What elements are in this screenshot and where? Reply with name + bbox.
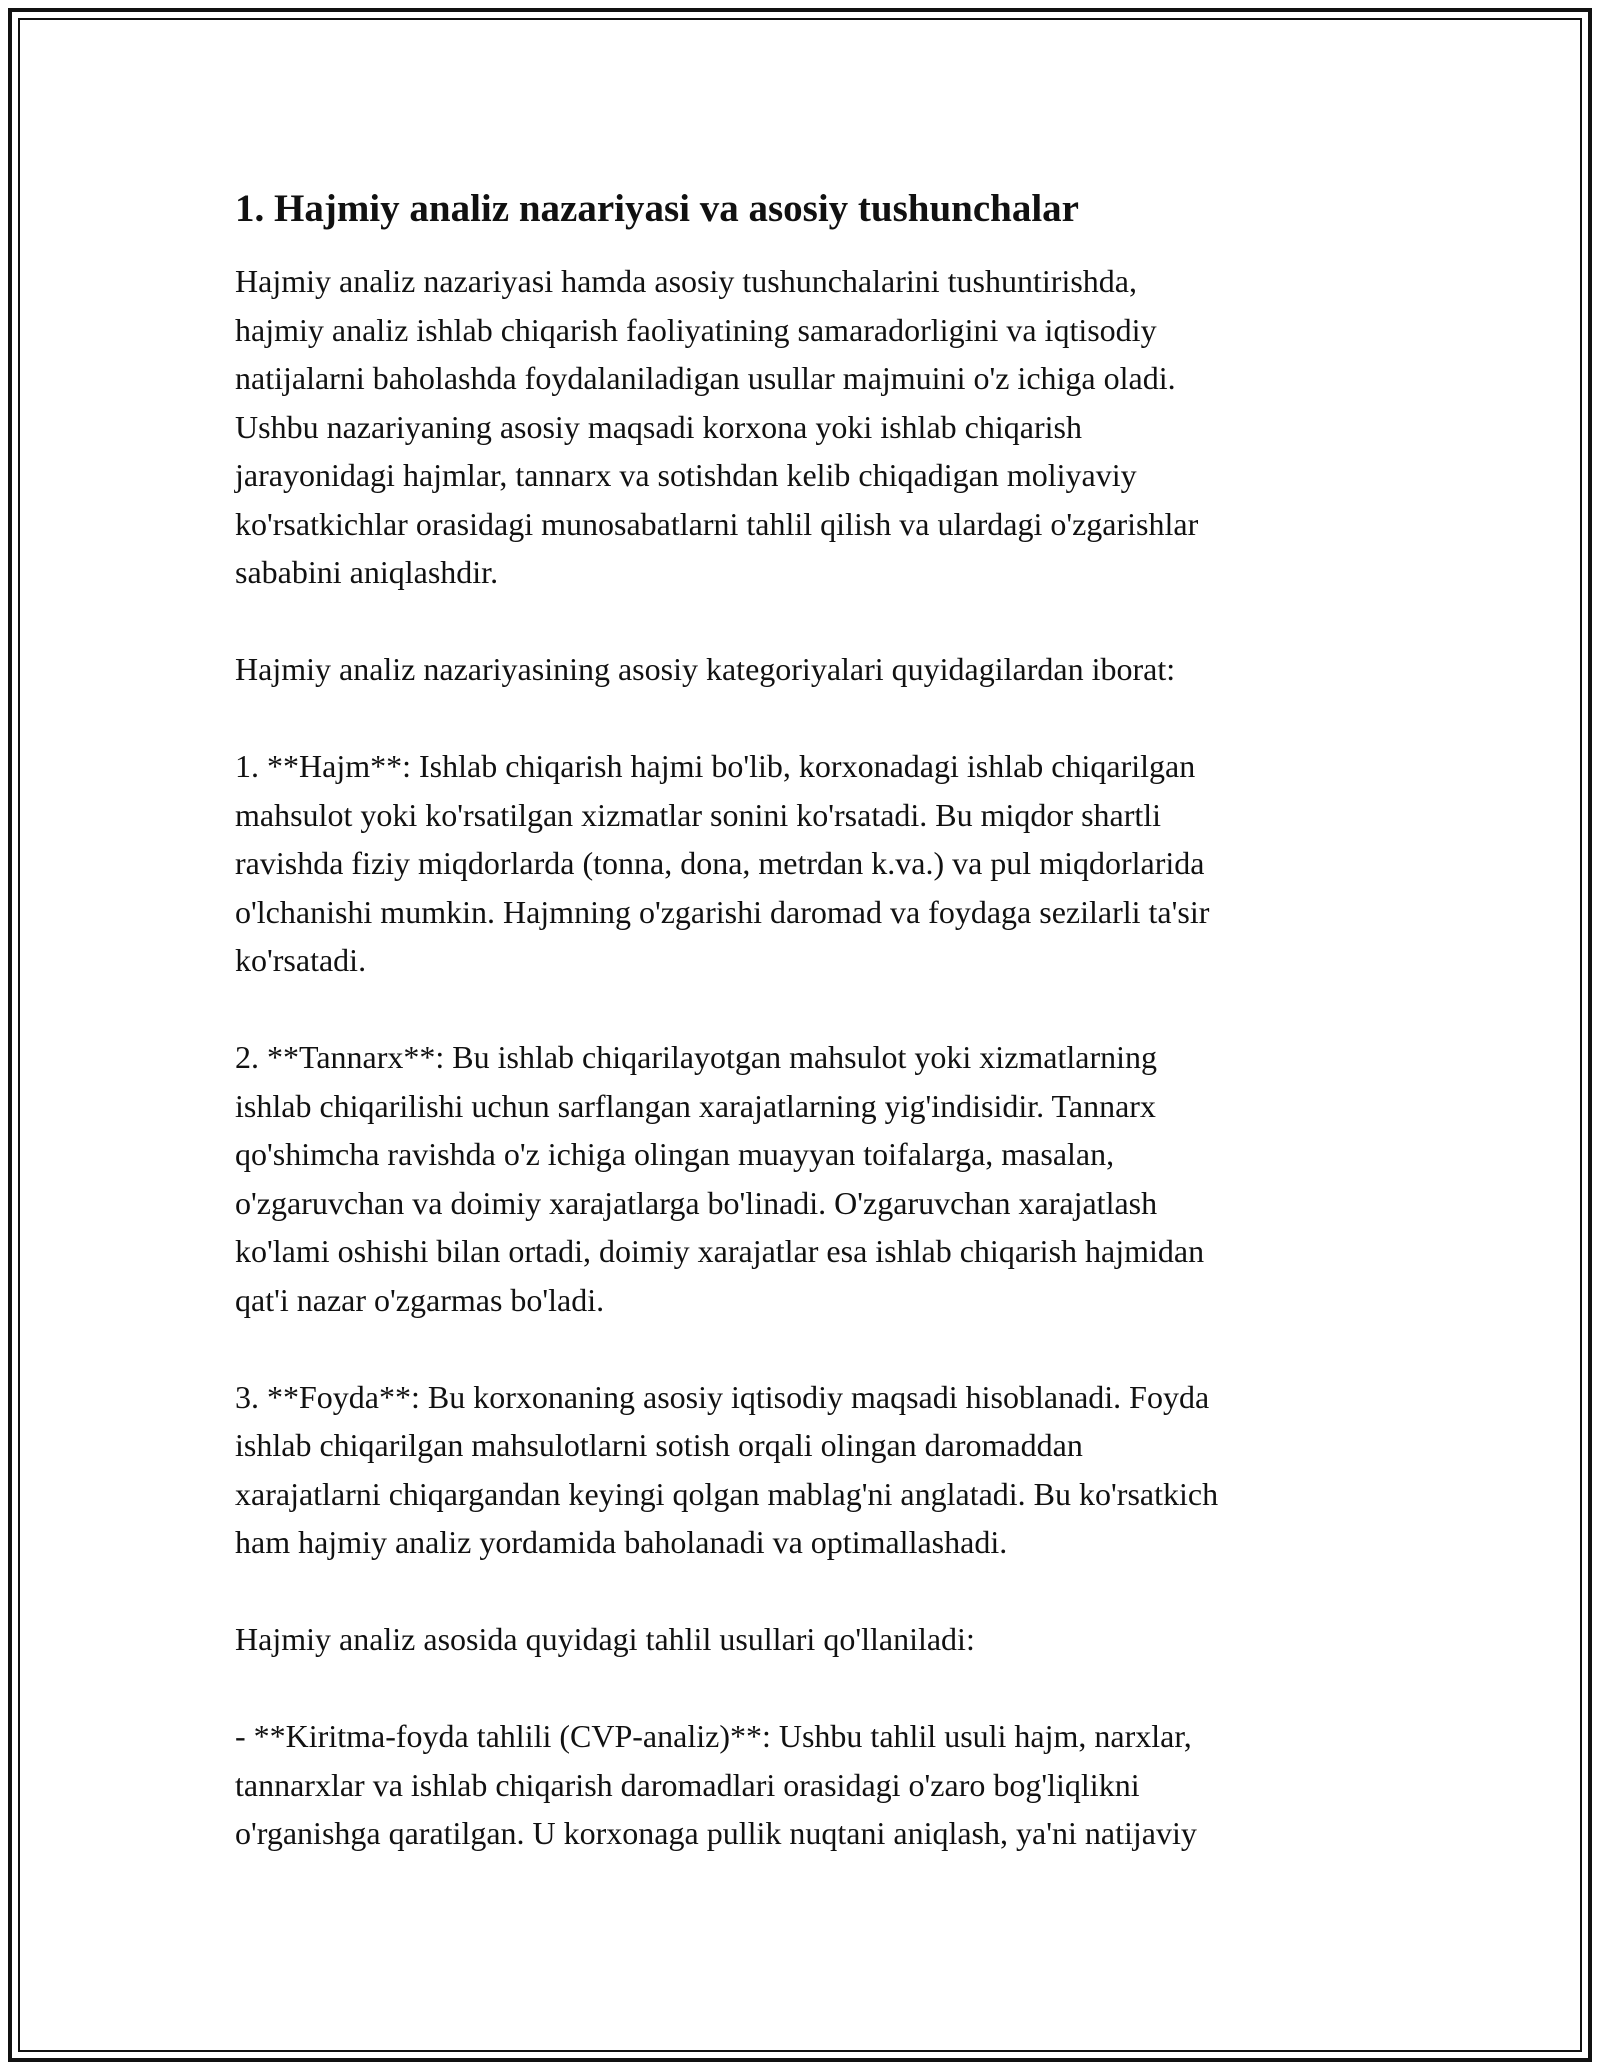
paragraph-gap: [235, 1324, 1385, 1373]
intro-paragraph: Hajmiy analiz nazariyasi hamda asosiy tushunchalarini tushuntirishda, hajmiy analiz ishlab chiqarish faoliyatining samaradorligini va iqtisodiy natijalarni baholashda foydalaniladigan usullar majmuini o'z ichiga oladi. Ushbu nazariyaning asosiy maqsadi korxona yoki ishlab chiqarish jarayonidagi hajmlar, tannarx va sotishdan kelib chiqadigan moliyaviy ko'rsatkichlar orasidagi munosabatlarni tahlil qilish va ulardagi o'zgarishlar sababini aniqlashdir.: [235, 263, 1199, 590]
methods-intro-paragraph: Hajmiy analiz asosida quyidagi tahlil usullari qo'llaniladi:: [235, 1621, 975, 1657]
paragraph-gap: [235, 597, 1385, 646]
section-heading: 1. Hajmiy analiz nazariyasi va asosiy tushunchalar: [235, 187, 1079, 230]
list-item-tannarx: 2. **Tannarx**: Bu ishlab chiqarilayotgan mahsulot yoki xizmatlarning ishlab chiqarilishi uchun sarflangan xarajatlarning yig'indisidir. Tannarx qo'shimcha ravishda o'z ichiga olingan muayyan toifalarga, masalan, o'zgaruvchan va doimiy xarajatlarga bo'linadi. O'zgaruvchan xarajatlash ko'lami oshishi bilan ortadi, doimiy xarajatlar esa ishlab chiqarish hajmidan qat'i nazar o'zgarmas bo'ladi.: [235, 1039, 1205, 1318]
list-item-hajm: 1. **Hajm**: Ishlab chiqarish hajmi bo'lib, korxonadagi ishlab chiqarilgan mahsulot yoki ko'rsatilgan xizmatlar sonini ko'rsatadi. Bu miqdor shartli ravishda fiziy miqdorlarda (tonna, dona, metrdan k.va.) va pul miqdorlarida o'lchanishi mumkin. Hajmning o'zgarishi daromad va foydaga sezilarli ta'sir ko'rsatadi.: [235, 748, 1210, 978]
paragraph-gap: [235, 1664, 1385, 1713]
document-body: [235, 185, 1385, 1858]
paragraph-gap: [235, 1567, 1385, 1616]
list-item-foyda: 3. **Foyda**: Bu korxonaning asosiy iqtisodiy maqsadi hisoblanadi. Foyda ishlab chiqarilgan mahsulotlarni sotish orqali olingan daromaddan xarajatlarni chiqargandan keyingi qolgan mablag'ni anglatadi. Bu ko'rsatkich ham hajmiy analiz yordamida baholanadi va optimallashadi.: [235, 1378, 1219, 1560]
list-item-cvp-analysis: - **Kiritma-foyda tahlili (CVP-analiz)**: Ushbu tahlil usuli hajm, narxlar, tannarxlar va ishlab chiqarish daromadlari orasidagi o'zaro bog'liqlikni o'rganishga qaratilgan. U korxonaga pullik nuqtani aniqlash, ya'ni natijaviy: [235, 1718, 1197, 1851]
paragraph-gap: [235, 694, 1385, 743]
categories-intro-paragraph: Hajmiy analiz nazariyasining asosiy kategoriyalari quyidagilardan iborat:: [235, 651, 1176, 687]
paragraph-gap: [235, 985, 1385, 1034]
